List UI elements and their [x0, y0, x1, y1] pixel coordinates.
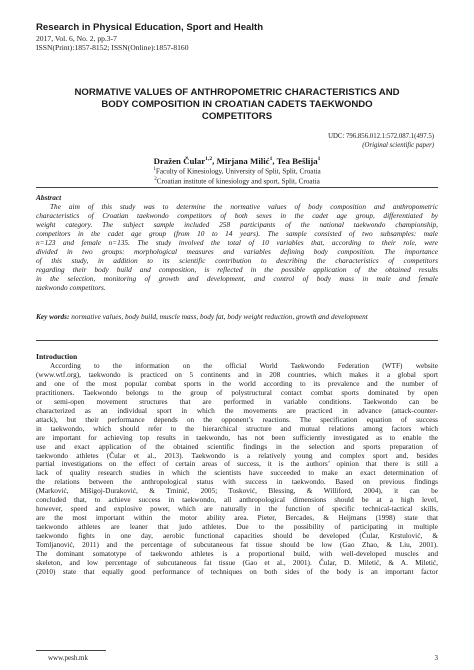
body-line: According to the information on the official World Taekwondo Federation (WTF) website	[50, 361, 438, 370]
abstract-line: competitors in the cadet age group (from 10 to 14 years). The sample consisted of two subsamples: male	[36, 229, 438, 239]
footer-website: www.pesh.mk	[48, 654, 88, 662]
udc-code: UDC: 796.856.012.1:572.087.1(497.5)	[328, 133, 434, 140]
body-line: however, speed and explosive power, which are naturally in the function of specific technical-tactical skills,	[36, 504, 438, 514]
body-line: use and exact application of the obtained scientific findings in the selection and sports preparation of	[36, 441, 438, 451]
body-line: Tomljanović, 2011) and the percentage of subcutaneous fat tissue should be low (Gao Zhao, & Liu, 2001).	[36, 540, 438, 550]
paper-type: (Original scientific paper)	[362, 141, 434, 149]
affiliation-line	[0, 166, 474, 176]
affiliation-text: Faculty of Kinesiology, University of Split, Split, Croatia	[155, 167, 321, 176]
body-line: taekwondo fights in one day, aerobic functional capacities should be developed (Čular, Krstulović, &	[36, 531, 438, 541]
affiliation-marker: 1	[153, 167, 156, 172]
abstract-line: The aim of this study was to determine the normative values of body composition and anthropometric	[50, 202, 438, 212]
body-line: taekwondo athletes (Čular et al., 2013). Taekwondo is a relatively young and complex sport and, besides	[36, 450, 438, 460]
affiliation-line	[0, 176, 474, 186]
abstract-top-rule	[36, 187, 438, 188]
body-line: practitioners. Taekwondo belongs to the group of polystructural contact combat sports dominated by open	[36, 387, 438, 397]
paper-title	[40, 87, 434, 122]
body-line: are the most important within the motor ability area. Pieter, Bercades, & Heijmans (1998) state that	[36, 513, 438, 523]
udc-block	[328, 133, 434, 150]
abstract-heading: Abstract	[36, 193, 62, 202]
body-line: skeleton, and low percentage of subcutaneous fat tissue (Gao et al., 2001). Čular, D. Miletić, & A. Miletić,	[36, 557, 438, 567]
abstract-line: divided in two groups: morphological measures and variables defining body composition. The importance	[36, 247, 438, 257]
title-line: NORMATIVE VALUES OF ANTHROPOMETRIC CHARACTERISTICS AND	[74, 87, 400, 98]
abstract-bottom-rule	[36, 340, 438, 341]
title-line: COMPETITORS	[201, 110, 273, 122]
body-line: partial investigations on the effect of certain areas of success, it is the authors’ opinion that there is still a	[36, 459, 438, 469]
author-affiliation-marker: 1,2	[205, 156, 213, 162]
abstract-block	[36, 193, 438, 293]
affiliation-list	[0, 166, 474, 186]
body-line: and one of the most popular combat sports in the world according to its prevalence and the number of	[36, 378, 438, 388]
body-line: (Marković, Mišigoj-Duraković, & Trninić, 2005; Tosković, Blessing, & Williford, 2004), it can be	[36, 486, 438, 496]
affiliation-marker: 2	[154, 177, 157, 183]
body-line: lack of quality research studies in which the scientists have succeeded to make an exact determination of	[36, 468, 438, 478]
introduction-body	[36, 362, 438, 577]
body-line: concluded that, to achieve success in taekwondo, all anthropological dimensions should be at a high level,	[36, 495, 438, 505]
body-line: (www.wtf.org), taekwondo is practiced on 5 continents and in 208 countries, which makes it a global sport	[36, 369, 438, 379]
body-line: attack), but their performance depends on the opponent’s reactions. The specification equation of success	[36, 414, 438, 424]
journal-issn: ISSN(Print):1857-8152; ISSN(Online):1857-8160	[36, 43, 189, 53]
abstract-line: n=123 and female n=135. The study involved the total of 10 variables that, according to their role, were	[36, 238, 438, 248]
page-number: 3	[434, 654, 438, 662]
author-affiliation-marker: 1	[317, 156, 321, 162]
journal-header	[36, 22, 436, 53]
author-list: Dražen Čular$^{1,2}$, Mirjana Milić$^1$, Tea Bešlija$^1$	[153, 155, 321, 166]
body-line: in taekwondo, which should refer to the hierarchical structure and mutual relations among factors which	[36, 423, 438, 433]
keywords-label: Key words:	[36, 312, 70, 321]
affiliation-text: Croatian institute of kinesiology and sport, Split, Croatia	[156, 177, 320, 186]
body-line: are important for achieving top results in taekwondo, has not been sufficiently investigated as to enable the	[36, 432, 438, 442]
body-line: taekwondo athletes are leaner that judo athletes. Due to the possibility of participating in multiple	[36, 522, 438, 532]
body-line: characterized as an individual sport in which the movements are practiced in advance (attack-counter-	[36, 405, 438, 415]
abstract-line: taekwondo competitors.	[36, 283, 106, 293]
author-name: Tea Bešlija	[276, 155, 318, 166]
keywords-text: normative values, body build, muscle mass, body fat, body weight reduction, growth and development	[71, 312, 368, 321]
body-line: (2010) state that equally good performance of techniques on both sides of the body is an important factor	[36, 566, 438, 576]
abstract-line: characteristics of Croatian taekwondo competitors of both sexes in the cadet age group, differentiated by	[36, 211, 438, 221]
journal-volume: 2017, Vol. 6, No. 2, pp.3-7	[36, 34, 117, 43]
abstract-line: regarding their body build and composition, is reflected in the possible application of the obtained results	[36, 265, 438, 275]
keywords-block	[36, 312, 438, 321]
body-line: or semi-open movement structures that are performed in variable conditions. Taekwondo can be	[36, 396, 438, 406]
author-name: Dražen Čular	[153, 155, 206, 166]
introduction-heading: Introduction	[36, 352, 78, 361]
abstract-line: of this study, in addition to its scientific contribution to describing the characteristics of competitors	[36, 256, 438, 266]
body-line: the relations between the anthropological status with success in taekwondo. Based on previous findings	[36, 477, 438, 487]
abstract-line: weight category. The subject sample included 258 participants of the national taekwondo championship,	[36, 220, 438, 230]
author-name: Mirjana Milić	[216, 155, 270, 166]
abstract-line: in the selection, monitoring of growth and development, and control of body mass in male and female	[36, 274, 438, 284]
author-affiliation-marker: 1	[269, 156, 273, 162]
title-line: BODY COMPOSITION IN CROATIAN CADETS TAEKWONDO	[101, 98, 373, 110]
journal-name: Research in Physical Education, Sport and Health	[36, 22, 264, 33]
body-line: The dominant somatotype of taekwondo athletes is a proportional build, with well-developed muscles and	[36, 549, 438, 559]
footer-rule	[36, 650, 106, 651]
